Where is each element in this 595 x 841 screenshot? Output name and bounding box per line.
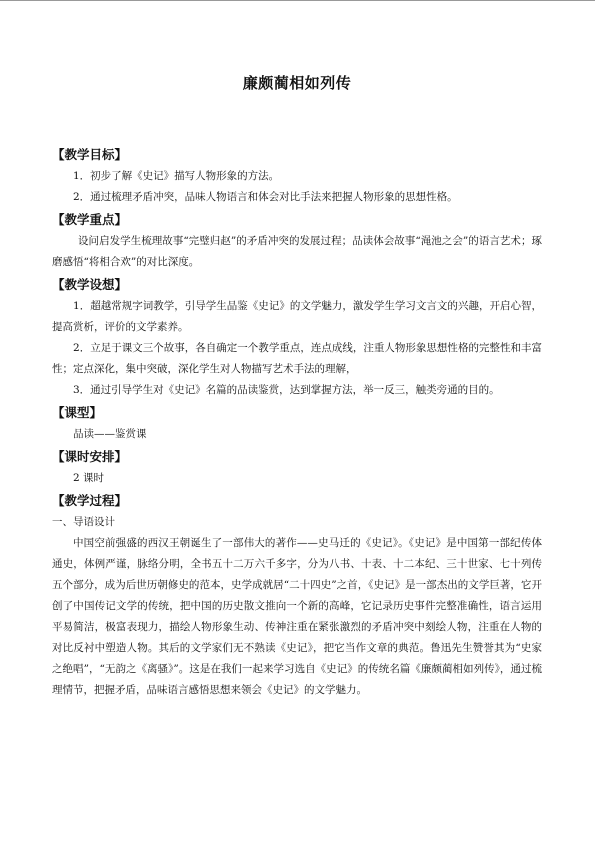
section-heading-design: 【教学设想】 — [52, 277, 128, 292]
section-heading-process: 【教学过程】 — [52, 493, 128, 508]
page-top-rule — [0, 0, 595, 1]
design-item: 1．超越常规字词教学，引导学生品鉴《史记》的文学魅力，激发学生学习文言文的兴趣，开启心智，提高赏析，评价的文学素养。 — [52, 300, 542, 333]
section-heading-lesson-type: 【课型】 — [52, 405, 103, 420]
page-title: 廉颇蔺相如列传 — [242, 74, 352, 92]
section-heading-key-points: 【教学重点】 — [52, 212, 128, 227]
document-page — [52, 72, 542, 701]
section-heading-objectives: 【教学目标】 — [52, 147, 128, 162]
lesson-type-text: 品读——鉴赏课 — [73, 428, 147, 440]
objective-item: 1．初步了解《史记》描写人物形象的方法。 — [73, 170, 280, 182]
section-heading-schedule: 【课时安排】 — [52, 449, 128, 464]
design-item: 3．通过引导学生对《史记》名篇的品读鉴赏，达到掌握方法，举一反三，触类旁通的目的。 — [73, 384, 500, 396]
intro-paragraph: 中国空前强盛的西汉王朝诞生了一部伟大的著作——史马迁的《史记》。《史记》是中国第一部纪传体通史，体例严谨，脉络分明，全书五十二万六千多字，分为八书、十表、十二本纪、三十世家、七十列传五个部分，成为后世历朝修史的范本，史学成就居“二十四史”之首，《史记》是一部杰出的文学巨著，它开创了中国传记文学的传统，把中国的历史散文推向一个新的高峰，它记录历史事件完整准确性，语言运用平易简洁，极富表现力，描绘人物形象生动、传神注重在紧张激烈的矛盾冲突中刻绘人物，注重在人物的对比反衬中塑造人物。其后的文学家们无不熟读《史记》，把它当作文章的典范。鲁迅先生赞誉其为“史家之绝唱”，“无韵之《离骚》”。这是在我们一起来学习选自《史记》的传统名篇《廉颇蔺相如列传》，通过梳理情节，把握矛盾，品味语言感悟思想来领会《史记》的文学魅力。 — [52, 537, 542, 696]
key-point-text: 设问启发学生梳理故事“完璧归赵”的矛盾冲突的发展过程；品读体会故事“渑池之会”的语言艺术；琢磨感悟“将相合欢”的对比深度。 — [52, 235, 542, 268]
objective-item: 2．通过梳理矛盾冲突，品味人物语言和体会对比手法来把握人物形象的思想性格。 — [73, 191, 458, 203]
process-subheading: 一、导语设计 — [52, 516, 115, 528]
design-item: 2．立足于课文三个故事，各自确定一个教学重点，连点成线，注重人物形象思想性格的完整性和丰富性；定点深化，集中突破，深化学生对人物描写艺术手法的理解， — [52, 342, 542, 375]
schedule-text: 2 课时 — [73, 472, 105, 484]
